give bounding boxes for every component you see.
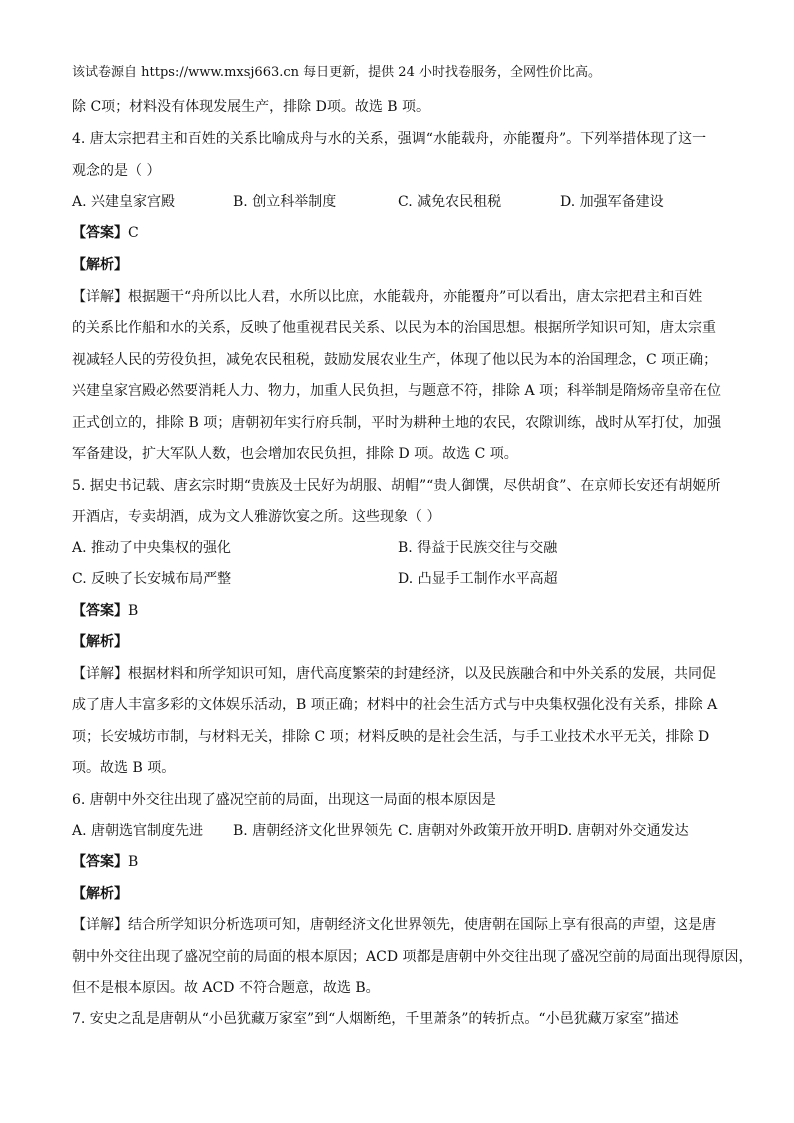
q4-detail-line-6: 军备建设，扩大军队人数，也会增加农民负担，排除 D 项。故选 C 项。 bbox=[72, 446, 518, 462]
q4-option-d: D. 加强军备建设 bbox=[560, 194, 664, 210]
previous-answer-tail: 除 C项；材料没有体现发展生产，排除 D项。故选 B 项。 bbox=[72, 99, 431, 115]
q4-detail-line-5: 正式创立的，排除 B 项；唐朝初年实行府兵制，平时为耕种土地的农民，农隙训练，战时从军打仗，加强 bbox=[72, 415, 722, 431]
q6-options bbox=[72, 821, 722, 841]
q5-stem-line-1: 5. 据史书记载、唐玄宗时期“贵族及士民好为胡服、胡帽”“贵人御馔，尽供胡食”、在京师长安还有胡姬所 bbox=[72, 478, 721, 494]
q5-detail-line-4: 项。故选 B 项。 bbox=[72, 760, 176, 776]
q5-detail-line-3: 项；长安城坊市制，与材料无关，排除 C 项；材料反映的是社会生活，与手工业技术水平无关，排除 D bbox=[72, 729, 710, 745]
q6-option-a: A. 唐朝选官制度先进 bbox=[72, 823, 204, 839]
document-page bbox=[72, 0, 753, 1123]
q6-detail-line-1: 【详解】结合所学知识分析选项可知，唐朝经济文化世界领先，使唐朝在国际上享有很高的声望，这是唐 bbox=[72, 917, 716, 933]
q4-options bbox=[72, 192, 722, 212]
q6-analysis-label: 【解析】 bbox=[72, 886, 128, 902]
q5-stem-line-2: 开酒店，专卖胡酒，成为文人雅游饮宴之所。这些现象（ ） bbox=[72, 509, 441, 525]
q4-detail-line-2: 的关系比作船和水的关系，反映了他重视君民关系、以民为本的治国思想。根据所学知识可知，唐太宗重 bbox=[72, 320, 716, 336]
q4-detail-line-3: 视减轻人民的劳役负担，减免农民租税，鼓励发展农业生产，体现了他以民为本的治国理念，C 项正确； bbox=[72, 352, 718, 368]
q6-option-c: C. 唐朝对外政策开放开明 bbox=[398, 823, 558, 839]
q4-stem-line-1: 4. 唐太宗把君主和百姓的关系比喻成舟与水的关系，强调“水能载舟，亦能覆舟”。下列举措体现了这一 bbox=[72, 131, 707, 147]
q6-detail-line-3: 但不是根本原因。故 ACD 不符合题意，故选 B。 bbox=[72, 980, 380, 996]
q5-options-row-2 bbox=[72, 569, 722, 589]
q4-detail-line-1: 【详解】根据题干“舟所以比人君，水所以比庶，水能载舟，亦能覆舟”可以看出，唐太宗把君主和百姓 bbox=[72, 289, 703, 305]
q6-option-b: B. 唐朝经济文化世界领先 bbox=[233, 823, 393, 839]
q5-answer bbox=[72, 601, 138, 621]
source-url-link[interactable]: https://www.mxsj663.cn bbox=[141, 65, 300, 80]
q5-analysis-label: 【解析】 bbox=[72, 634, 128, 650]
source-prefix: 该试卷源自 bbox=[72, 65, 142, 80]
q4-option-c: C. 减免农民租税 bbox=[398, 194, 502, 210]
q6-answer bbox=[72, 852, 138, 872]
service-text: 每日更新，提供 24 小时找卷服务，全网性价比高。 bbox=[299, 65, 601, 80]
q6-stem-line-1: 6. 唐朝中外交往出现了盛况空前的局面，出现这一局面的根本原因是 bbox=[72, 792, 496, 808]
q5-detail-line-1: 【详解】根据材料和所学知识可知，唐代高度繁荣的封建经济，以及民族融合和中外关系的发展，共同促 bbox=[72, 666, 716, 682]
q5-option-c: C. 反映了长安城布局严整 bbox=[72, 571, 232, 587]
q4-option-b: B. 创立科举制度 bbox=[233, 194, 337, 210]
q4-analysis-label: 【解析】 bbox=[72, 257, 128, 273]
q6-option-d: D. 唐朝对外交通发达 bbox=[557, 823, 689, 839]
q7-stem-line-1: 7. 安史之乱是唐朝从“小邑犹藏万家室”到“人烟断绝，千里萧条”的转折点。“小邑犹藏万家室”描述 bbox=[72, 1011, 679, 1027]
source-header bbox=[72, 63, 601, 83]
q5-option-a: A. 推动了中央集权的强化 bbox=[72, 540, 232, 556]
answer-value: B bbox=[128, 603, 139, 619]
q4-detail-line-4: 兴建皇家宫殿必然要消耗人力、物力，加重人民负担，与题意不符，排除 A 项；科举制是隋炀帝皇帝在位 bbox=[72, 383, 722, 399]
q5-detail-line-2: 成了唐人丰富多彩的文体娱乐活动，B 项正确；材料中的社会生活方式与中央集权强化没有关系，排除 A bbox=[72, 697, 718, 713]
answer-label: 【答案】 bbox=[72, 603, 128, 619]
q5-options-row-1 bbox=[72, 538, 722, 558]
q4-answer bbox=[72, 223, 139, 243]
answer-label: 【答案】 bbox=[72, 854, 128, 870]
answer-value: C bbox=[128, 225, 139, 241]
q4-option-a: A. 兴建皇家宫殿 bbox=[72, 194, 176, 210]
q4-stem-line-2: 观念的是（ ） bbox=[72, 163, 161, 179]
q5-option-d: D. 凸显手工制作水平高超 bbox=[398, 571, 558, 587]
q6-detail-line-2: 朝中外交往出现了盛况空前的局面的根本原因；ACD 项都是唐朝中外交往出现了盛况空前的局面出现得原因， bbox=[72, 949, 753, 965]
answer-value: B bbox=[128, 854, 139, 870]
answer-label: 【答案】 bbox=[72, 225, 128, 241]
q5-option-b: B. 得益于民族交往与交融 bbox=[398, 540, 558, 556]
